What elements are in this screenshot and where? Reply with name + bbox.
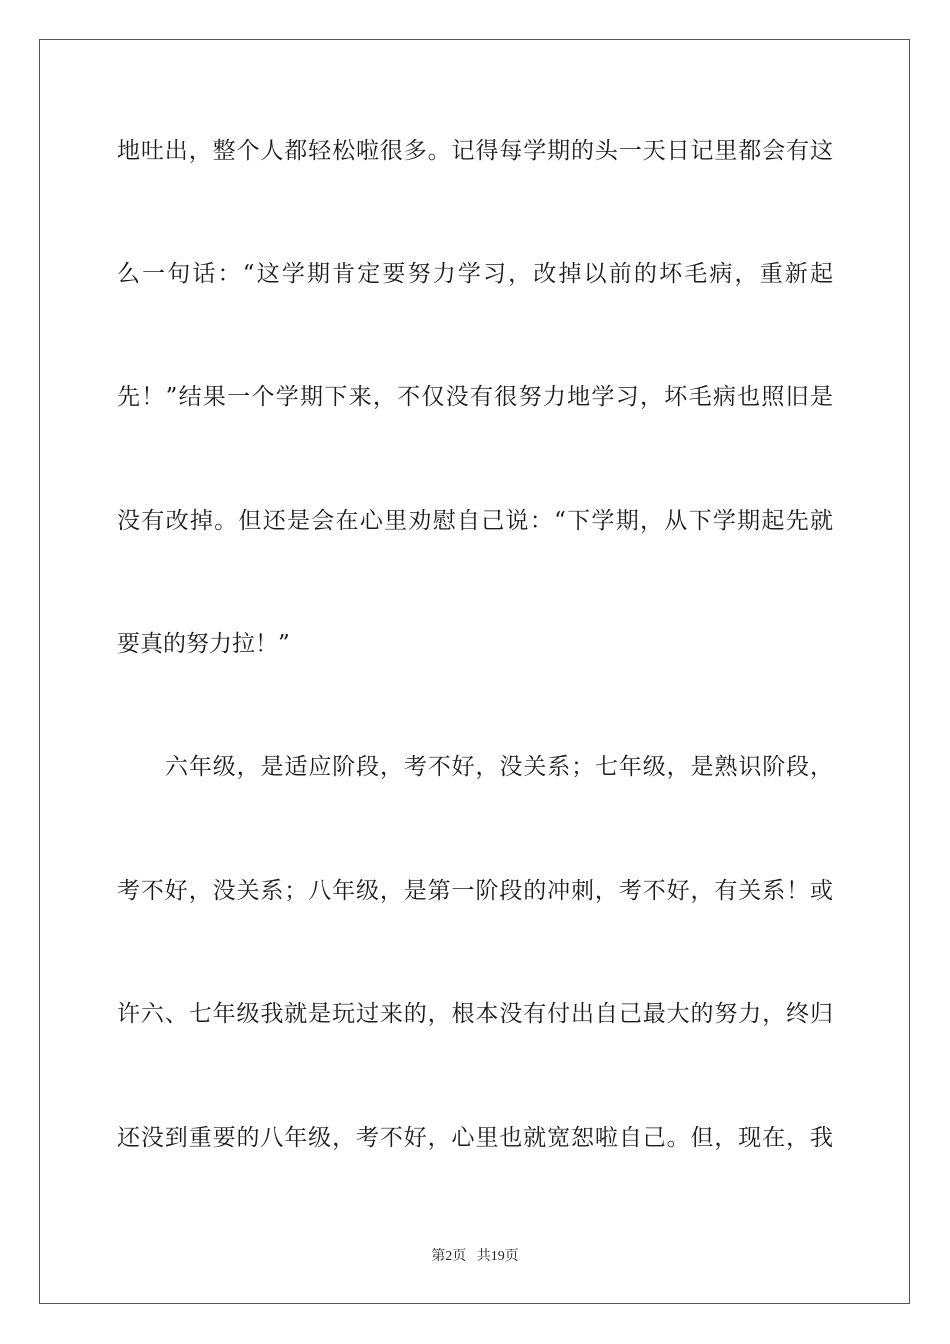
- body-text-line-2: 么一句话：“这学期肯定要努力学习，改掉以前的坏毛病，重新起: [117, 261, 833, 287]
- page-border: [39, 39, 910, 1304]
- body-text-line-3: 先！”结果一个学期下来，不仅没有很努力地学习，坏毛病也照旧是: [117, 384, 833, 410]
- body-text-line-4: 没有改掉。但还是会在心里劝慰自己说：“下学期，从下学期起先就: [117, 508, 833, 534]
- body-text-line-8: 许六、七年级我就是玩过来的，根本没有付出自己最大的努力，终归: [117, 1001, 833, 1027]
- page-number-footer: 第2页 共19页: [431, 1249, 519, 1264]
- body-text-line-5: 要真的努力拉！”: [117, 631, 290, 657]
- body-text-line-1: 地吐出，整个人都轻松啦很多。记得每学期的头一天日记里都会有这: [117, 138, 833, 164]
- body-text-line-9: 还没到重要的八年级，考不好，心里也就宽恕啦自己。但，现在，我: [117, 1125, 833, 1151]
- body-text-line-7: 考不好，没关系；八年级，是第一阶段的冲刺，考不好，有关系！或: [117, 878, 833, 904]
- body-text-line-6: 六年级，是适应阶段，考不好，没关系；七年级，是熟识阶段，: [165, 754, 833, 780]
